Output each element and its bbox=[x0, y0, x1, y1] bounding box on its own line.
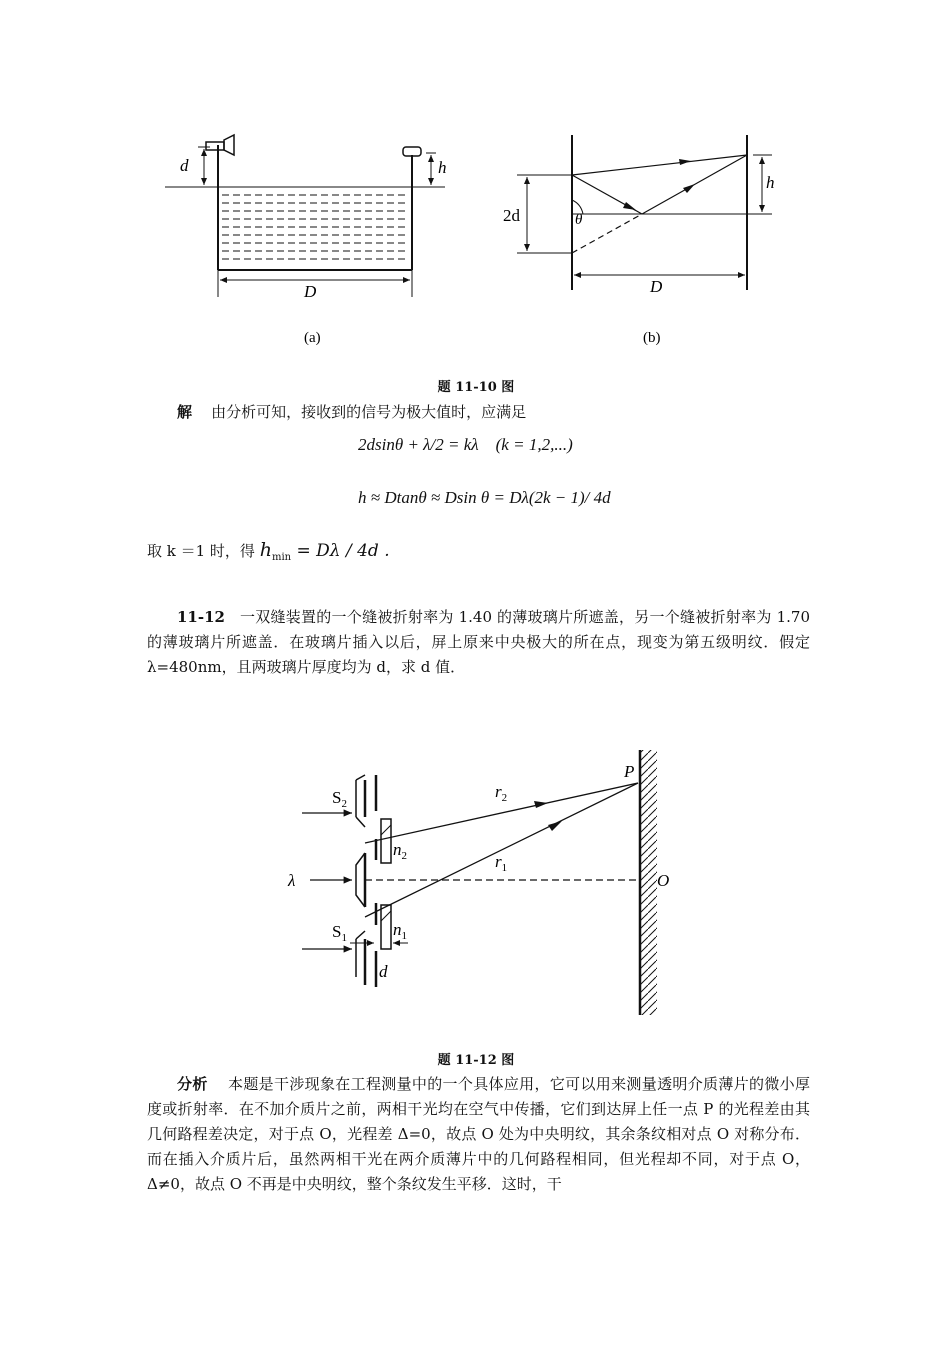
label-n2: $n_2$ bbox=[393, 840, 407, 862]
equation-2: h ≈ Dtanθ ≈ Dsin θ = Dλ(2k − 1)/ 4d bbox=[358, 488, 611, 507]
take-k-line bbox=[147, 538, 810, 570]
label-theta: θ bbox=[575, 212, 583, 228]
figure-11-10-a bbox=[160, 125, 450, 360]
tag-b: (b) bbox=[643, 330, 661, 346]
label-D-b: D bbox=[650, 277, 663, 296]
glass-plate-n1 bbox=[381, 905, 391, 949]
take-k-rest: = Dλ / 4d . bbox=[291, 541, 390, 561]
label-h: h bbox=[438, 158, 447, 177]
tag-a: (a) bbox=[304, 330, 321, 346]
screen-hatch bbox=[641, 750, 657, 1015]
problem-text: 一双缝装置的一个缝被折射率为 1.40 的薄玻璃片所遮盖，另一个缝被折射率为 1.70 的薄玻璃片所遮盖．在玻璃片插入以后，屏上原来中央极大的所在点，现变为第五级明纹．假定 λ=480nm，且两玻璃片厚度均为 d，求 d 值． bbox=[147, 608, 810, 676]
problem-number: 11-12 bbox=[177, 608, 225, 626]
figure-11-12 bbox=[280, 745, 700, 1025]
caption-11-10: 题 11-10 图 bbox=[437, 380, 515, 395]
equation-1-main: 2dsinθ + λ/2 = kλ bbox=[358, 435, 479, 454]
label-P: P bbox=[624, 762, 635, 781]
label-n1: $n_1$ bbox=[393, 920, 407, 942]
label-d: d bbox=[180, 156, 189, 175]
solution-head: 解 bbox=[177, 403, 193, 421]
take-k-prefix: 取 k ＝1 时，得 bbox=[147, 542, 255, 560]
problem-11-12 bbox=[147, 605, 810, 680]
h-symbol: h bbox=[259, 539, 272, 561]
label-S1: $S_1$ bbox=[332, 922, 347, 944]
label-lambda: λ bbox=[288, 871, 296, 890]
receiver-icon bbox=[403, 147, 421, 156]
label-r1: $r_1$ bbox=[495, 852, 508, 874]
label-S2: $S_2$ bbox=[332, 788, 347, 810]
solution-paragraph bbox=[147, 400, 810, 425]
solution-text: 由分析可知，接收到的信号为极大值时，应满足 bbox=[211, 403, 527, 421]
analysis-paragraph bbox=[147, 1072, 810, 1197]
figure-11-10-b bbox=[495, 130, 795, 360]
analysis-head: 分析 bbox=[177, 1075, 208, 1093]
label-2d: 2d bbox=[503, 206, 520, 225]
h-subscript: min bbox=[271, 552, 292, 563]
glass-plate-n2 bbox=[381, 819, 391, 863]
label-O: O bbox=[657, 871, 670, 890]
equation-1-condition: (k = 1,2,...) bbox=[495, 435, 573, 454]
equation-1 bbox=[358, 435, 573, 455]
water-lines bbox=[222, 195, 408, 259]
label-h-b: h bbox=[766, 173, 775, 192]
analysis-text: 本题是干涉现象在工程测量中的一个具体应用，它可以用来测量透明介质薄片的微小厚度或折射率．在不加介质片之前，两相干光均在空气中传播，它们到达屏上任一点 P 的光程差由其几何路程差决定，对于点 O，光程差 Δ=0，故点 O 处为中央明纹，其余条纹相对点 O 对称分布．而在插入介质片后，虽然两相干光在两介质薄片中的几何路程相同，但光程却不同，对于点 O，Δ≠0，故点 O 不再是中央明纹，整个条纹发生平移．这时，干 bbox=[147, 1075, 810, 1193]
caption-11-12: 题 11-12 图 bbox=[437, 1053, 515, 1068]
label-D: D bbox=[304, 282, 317, 301]
label-d-1112: d bbox=[379, 962, 388, 981]
transmitter-icon bbox=[206, 135, 234, 155]
label-r2: $r_2$ bbox=[495, 782, 508, 804]
